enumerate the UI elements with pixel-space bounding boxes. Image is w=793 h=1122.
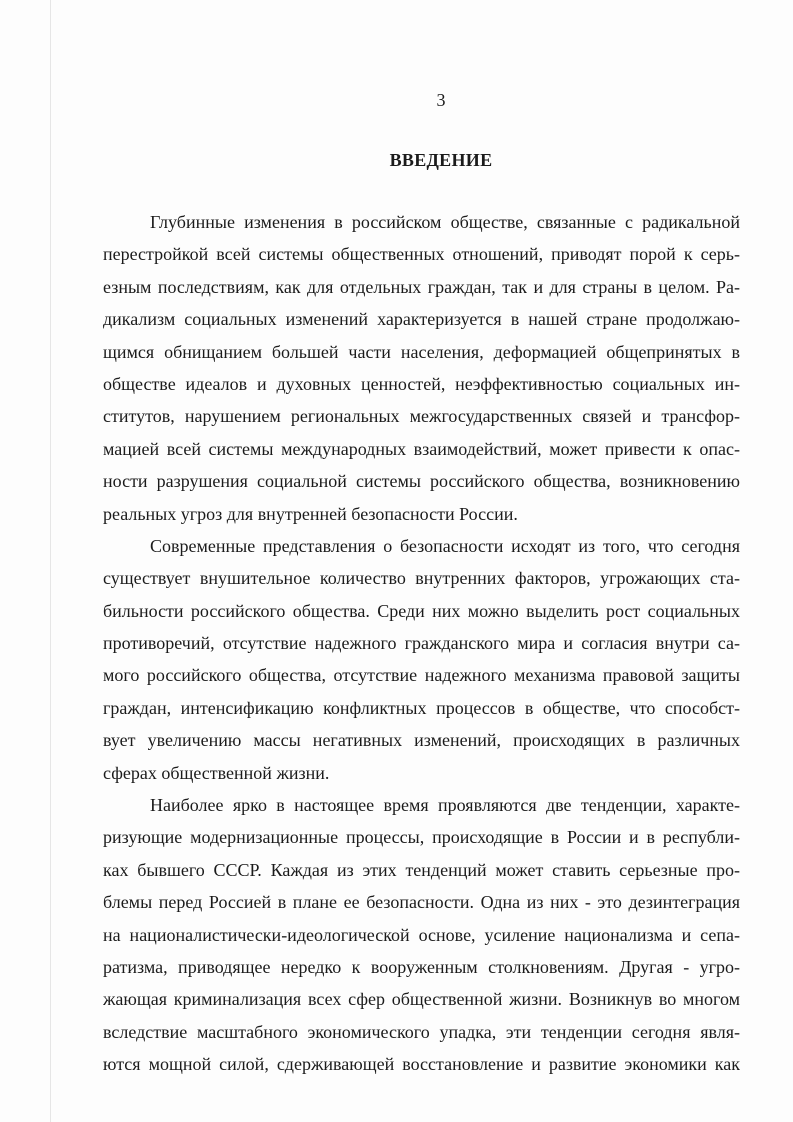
text-line: бильности российского общества. Среди них можно выделить рост социальных <box>103 600 740 621</box>
text-line: езным последствиям, как для отдельных граждан, так и для страны в целом. Ра- <box>103 276 740 297</box>
body-text <box>103 206 740 1081</box>
page-number: 3 <box>436 90 446 110</box>
text-line: ках бывшего СССР. Каждая из этих тенденций может ставить серьезные про- <box>103 859 740 880</box>
scan-edge <box>50 0 51 1122</box>
text-line: Глубинные изменения в российском обществе, связанные с радикальной <box>150 212 740 232</box>
text-line: жающая криминализация всех сфер общественной жизни. Возникнув во многом <box>103 989 740 1010</box>
text-line: существует внушительное количество внутренних факторов, угрожающих ста- <box>103 568 740 589</box>
text-line: перестройкой всей системы общественных отношений, приводят порой к серь- <box>103 244 740 265</box>
text-line: Наиболее ярко в настоящее время проявляются две тенденции, характе- <box>150 795 740 816</box>
paragraph <box>103 206 740 530</box>
text-line: ризующие модернизационные процессы, происходящие в России и в республи- <box>103 827 740 848</box>
section-title: ВВЕДЕНИЕ <box>389 150 493 170</box>
text-line: дикализм социальных изменений характеризуется в нашей стране продолжаю- <box>103 309 740 330</box>
text-line: ратизма, приводящее нередко к вооруженным столкновениям. Другая - угро- <box>103 956 740 977</box>
paragraph <box>103 530 740 789</box>
text-line: мацией всей системы международных взаимодействий, может привести к опас- <box>103 438 740 459</box>
text-line: ститутов, нарушением региональных межгосударственных связей и трансфор- <box>103 406 740 427</box>
text-line: на националистически-идеологической основе, усиление национализма и сепа- <box>103 924 740 945</box>
text-line: реальных угроз для внутренней безопасности России. <box>103 503 518 524</box>
text-line: граждан, интенсификацию конфликтных процессов в обществе, что способст- <box>103 697 740 718</box>
text-line: щимся обнищанием большей части населения, деформацией общепринятых в <box>103 341 740 362</box>
text-line: вследствие масштабного экономического упадка, эти тенденции сегодня явля- <box>103 1021 740 1042</box>
text-line: ности разрушения социальной системы российского общества, возникновению <box>103 471 740 492</box>
text-line: противоречий, отсутствие надежного гражданского мира и согласия внутри са- <box>103 633 740 654</box>
paragraph <box>103 789 740 1081</box>
text-line: вует увеличению массы негативных изменений, происходящих в различных <box>103 730 740 751</box>
text-line: обществе идеалов и духовных ценностей, неэффективностью социальных ин- <box>103 373 740 394</box>
text-line: Современные представления о безопасности исходят из того, что сегодня <box>150 535 740 556</box>
text-line: сферах общественной жизни. <box>103 762 330 783</box>
text-line: ются мощной силой, сдерживающей восстановление и развитие экономики как <box>103 1054 740 1075</box>
text-line: мого российского общества, отсутствие надежного механизма правовой защиты <box>103 665 740 686</box>
text-line: блемы перед Россией в плане ее безопасности. Одна из них - это дезинтеграция <box>103 892 740 913</box>
